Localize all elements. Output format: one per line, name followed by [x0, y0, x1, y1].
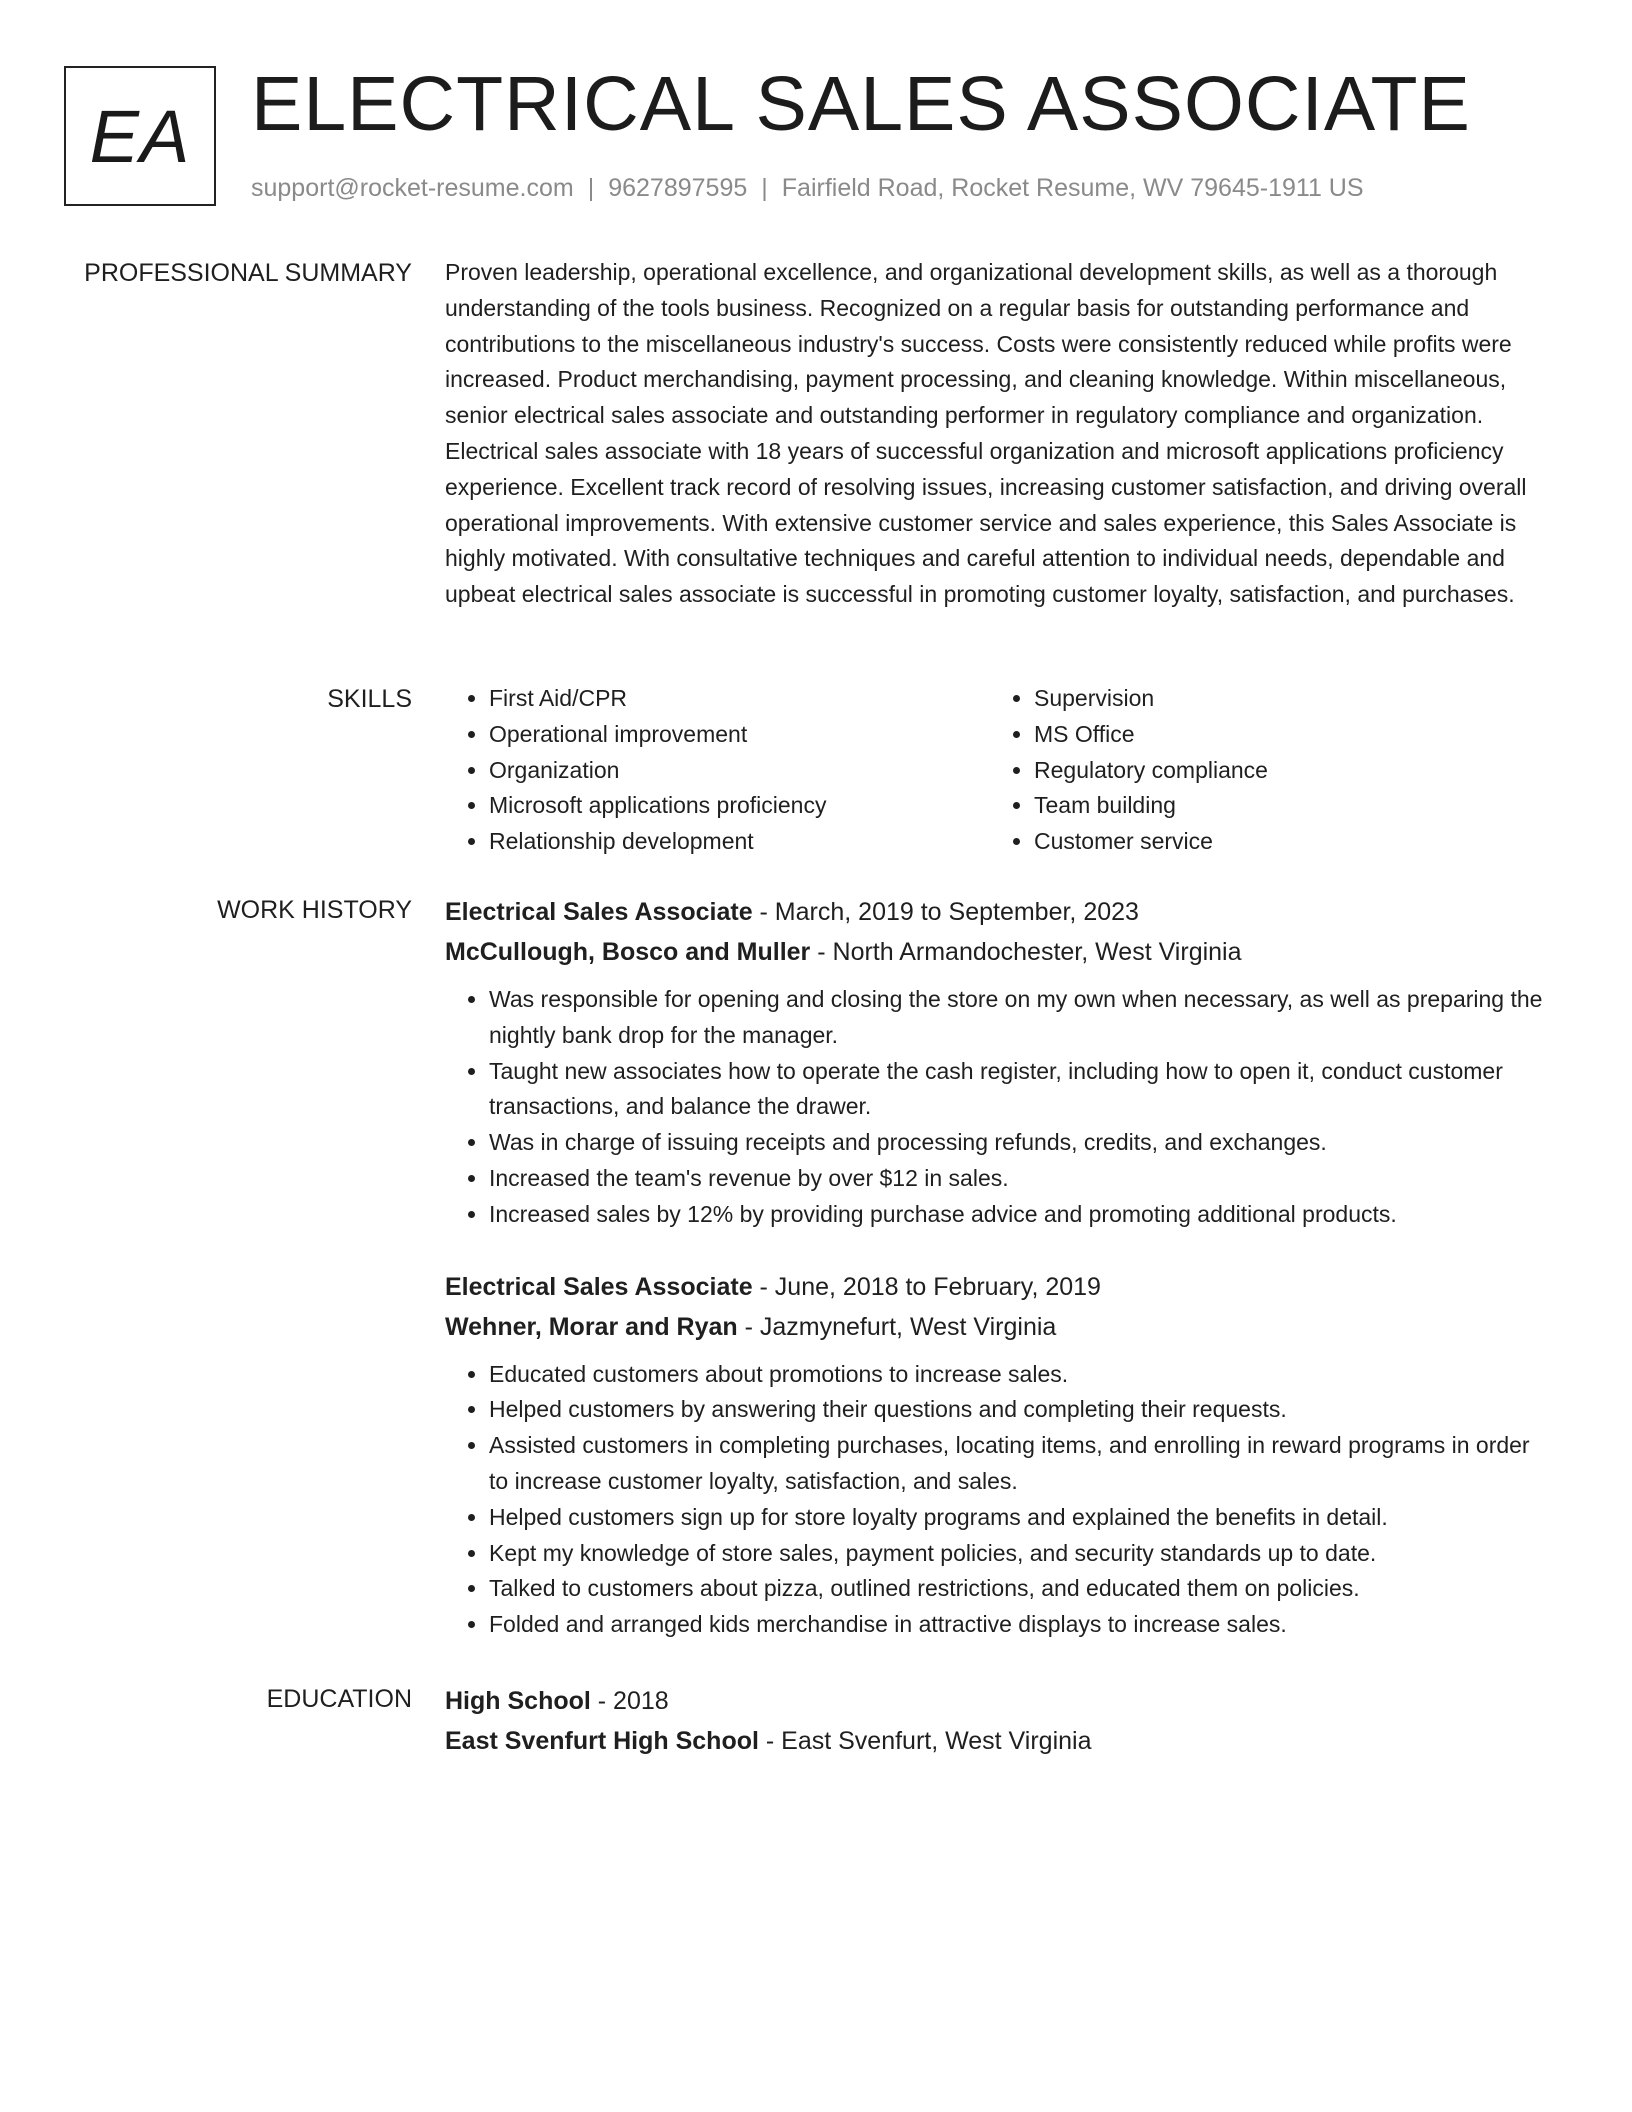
- resume-title: ELECTRICAL SALES ASSOCIATE: [251, 61, 1471, 147]
- resume-header: [64, 61, 1564, 216]
- job-company: Wehner, Morar and Ryan: [445, 1312, 738, 1341]
- skill-item: • First Aid/CPR: [489, 681, 990, 717]
- skills-body: [445, 681, 1550, 860]
- job-company: McCullough, Bosco and Muller: [445, 938, 811, 966]
- education-school-line: [445, 1721, 1550, 1761]
- job-bullet: • Talked to customers about pizza, outlined restrictions, and educated them on policies.: [489, 1571, 1550, 1607]
- job-title: Electrical Sales Associate: [445, 898, 753, 926]
- job-bullet: • Assisted customers in completing purchases, locating items, and enrolling in reward programs in order to increase customer loyalty, satisfaction, and sales.: [489, 1428, 1550, 1500]
- skill-item: • Relationship development: [489, 824, 990, 860]
- education-school: East Svenfurt High School: [445, 1727, 759, 1755]
- skill-item: • Microsoft applications proficiency: [489, 788, 990, 824]
- job-dates: - June, 2018 to February, 2019: [752, 1272, 1101, 1301]
- skill-item: • Organization: [489, 753, 990, 789]
- skill-item: • Operational improvement: [489, 717, 990, 753]
- job-bullet: • Increased the team's revenue by over $12 in sales.: [489, 1161, 1550, 1197]
- contact-address: Fairfield Road, Rocket Resume, WV 79645-1911 US: [781, 174, 1364, 202]
- job-location: - Jazmynefurt, West Virginia: [737, 1312, 1057, 1341]
- skill-item: • MS Office: [1034, 717, 1535, 753]
- job-location: - North Armandochester, West Virginia: [810, 938, 1242, 966]
- job-bullets: [445, 1357, 1550, 1643]
- job-bullets: [445, 982, 1550, 1233]
- section-label-education: EDUCATION: [266, 1685, 412, 1713]
- contact-email: support@rocket-resume.com: [251, 174, 574, 202]
- job-bullet: • Increased sales by 12% by providing purchase advice and promoting additional products.: [489, 1197, 1550, 1233]
- job-company-line: [445, 932, 1550, 972]
- section-label-summary: PROFESSIONAL SUMMARY: [84, 259, 412, 287]
- job-dates: - March, 2019 to September, 2023: [752, 898, 1139, 926]
- work-history-body: [445, 892, 1550, 1643]
- job-bullet: • Educated customers about promotions to increase sales.: [489, 1357, 1550, 1393]
- summary-body: [445, 255, 1550, 613]
- job-entry: [445, 1267, 1550, 1643]
- job-title-line: [445, 892, 1550, 932]
- education-degree: High School: [445, 1687, 591, 1715]
- job-bullet: • Folded and arranged kids merchandise in attractive displays to increase sales.: [489, 1607, 1550, 1643]
- job-bullet: • Helped customers sign up for store loyalty programs and explained the benefits in detail.: [489, 1500, 1550, 1536]
- job-bullet: • Taught new associates how to operate the cash register, including how to open it, conduct customer transactions, and balance the drawer.: [489, 1054, 1550, 1126]
- contact-separator: |: [761, 174, 768, 202]
- job-title: Electrical Sales Associate: [445, 1272, 753, 1301]
- section-label-work-history: WORK HISTORY: [217, 896, 412, 924]
- education-year: - 2018: [590, 1687, 669, 1715]
- skills-list-left: [445, 681, 990, 860]
- section-label-skills: SKILLS: [327, 685, 412, 713]
- contact-separator: |: [587, 174, 595, 202]
- monogram-logo: EA: [64, 66, 216, 206]
- summary-text: Proven leadership, operational excellence, and organizational development skills, as well as a thorough understanding of the tools business. Recognized on a regular basis for outstanding performance and contributions to the miscellaneous industry's success. Costs were consistently reduced while profits were increased. Product merchandising, payment processing, and cleaning knowledge. Within miscellaneous, senior electrical sales associate and outstanding performer in regulatory compliance and organization. Electrical sales associate with 18 years of successful organization and microsoft applications proficiency experience. Excellent track record of resolving issues, increasing customer satisfaction, and driving overall operational improvements. With extensive customer service and sales experience, this Sales Associate is highly motivated. With consultative techniques and careful attention to individual needs, dependable and upbeat electrical sales associate is successful in promoting customer loyalty, satisfaction, and purchases.: [445, 259, 1527, 608]
- skill-item: • Regulatory compliance: [1034, 753, 1535, 789]
- skill-item: • Team building: [1034, 788, 1535, 824]
- job-bullet: • Was in charge of issuing receipts and processing refunds, credits, and exchanges.: [489, 1125, 1550, 1161]
- education-degree-line: [445, 1681, 1550, 1721]
- skill-item: • Customer service: [1034, 824, 1535, 860]
- skill-item: • Supervision: [1034, 681, 1535, 717]
- education-location: - East Svenfurt, West Virginia: [758, 1727, 1092, 1755]
- job-company-line: [445, 1307, 1550, 1347]
- job-title-line: [445, 1267, 1550, 1307]
- skills-list-right: [990, 681, 1535, 860]
- education-body: [445, 1681, 1550, 1761]
- job-bullet: • Kept my knowledge of store sales, payment policies, and security standards up to date.: [489, 1536, 1550, 1572]
- contact-line: [251, 174, 1364, 203]
- job-bullet: • Was responsible for opening and closing the store on my own when necessary, as well as preparing the nightly bank drop for the manager.: [489, 982, 1550, 1054]
- contact-phone: 9627897595: [608, 174, 748, 202]
- job-bullet: • Helped customers by answering their questions and completing their requests.: [489, 1392, 1550, 1428]
- job-entry: [445, 892, 1550, 1233]
